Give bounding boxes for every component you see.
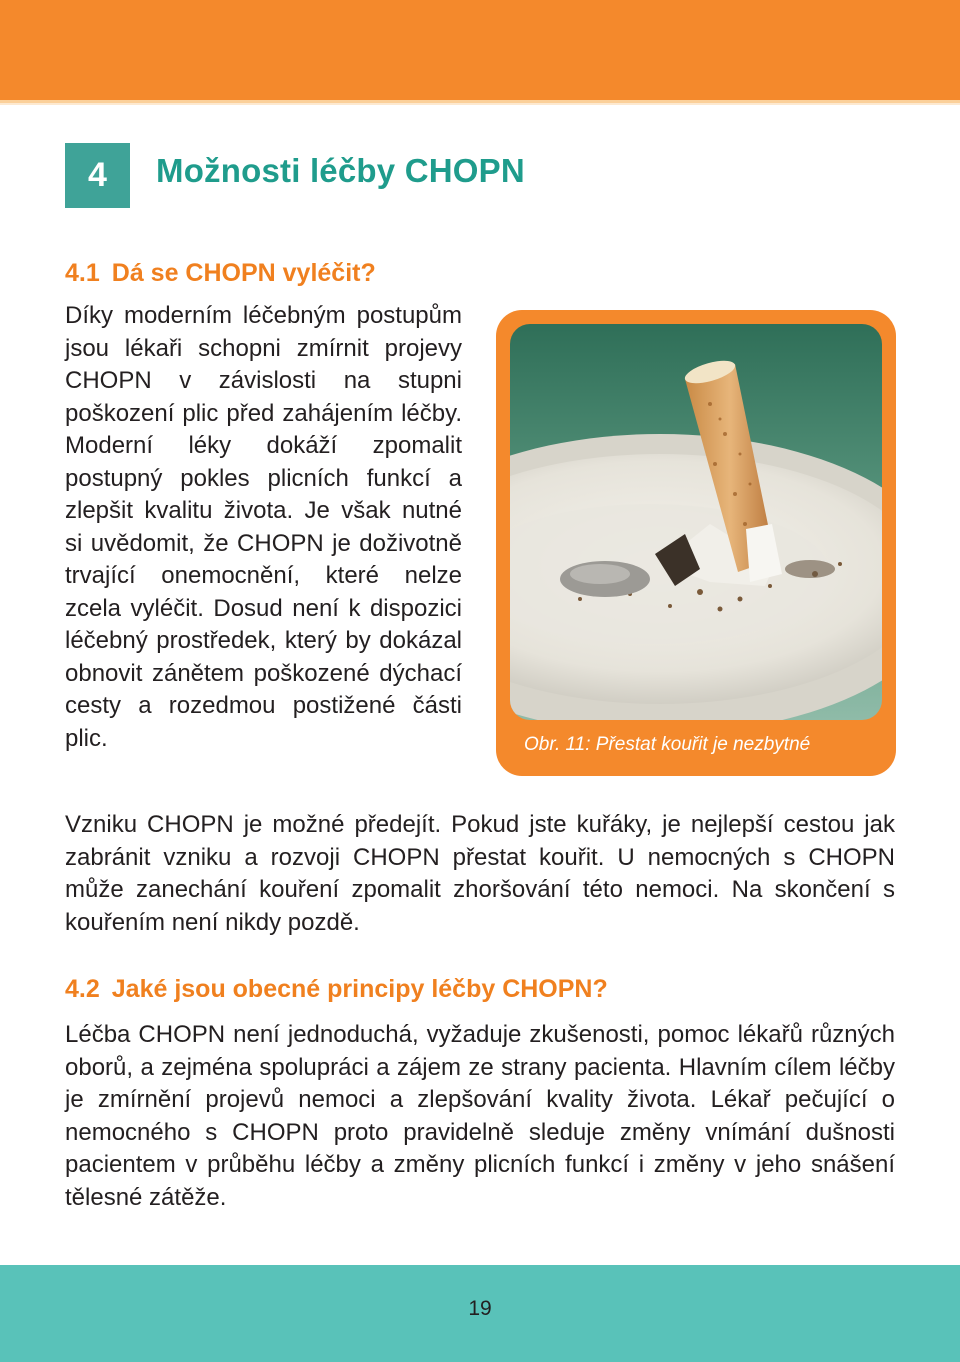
section-heading-4-2 bbox=[65, 975, 608, 1004]
figure-quit-smoking bbox=[496, 310, 896, 776]
header-stripe-light bbox=[0, 103, 960, 105]
chapter-number-box bbox=[65, 143, 130, 208]
section-number: 4.1 bbox=[65, 259, 100, 287]
figure-caption: Obr. 11: Přestat kouřit je nezbytné bbox=[524, 734, 811, 755]
section-title: Dá se CHOPN vyléčit? bbox=[111, 259, 376, 287]
paragraph-prevention: Vzniku CHOPN je možné předejít. Pokud jste kuřáky, je nejlepší cestou jak zabránit vzniku a rozvoji CHOPN přestat kouřit. U nemocných s CHOPN může zanechání kouření zpomalit zhoršování této nemoci. Na skončení s kouřením není nikdy pozdě. bbox=[65, 811, 895, 936]
paragraph-treatment-principles: Léčba CHOPN není jednoduchá, vyžaduje zkušenosti, pomoc lékařů různých oborů, a zejména spolupráci a zájem ze strany pacienta. Hlavním cílem léčby je zmírnění projevů nemoci a zlepšování kvality života. Lékař pečující o nemocného s CHOPN proto pravidelně sleduje změny vnímání dušnosti pacientem v průběhu léčby a změny plicních funkcí i změny v jeho snášení tělesné zátěže. bbox=[65, 1021, 895, 1211]
page-number: 19 bbox=[468, 1297, 492, 1320]
chapter-title: Možnosti léčby CHOPN bbox=[156, 152, 525, 189]
section-title: Jaké jsou obecné principy léčby CHOPN? bbox=[111, 975, 608, 1003]
chapter-number: 4 bbox=[88, 156, 107, 194]
paragraph-curability: Díky moderním léčebným postupům jsou lékaři schopni zmírnit projevy CHOPN v závislosti na stupni poškození plic před zahájením léčby. Moderní léky dokáží zpomalit postupný pokles plicních funkcí a zlepšit kvalitu života. Je však nutné si uvědomit, že CHOPN je doživotně trvající onemocnění, které nelze zcela vyléčit. Dosud není k dispozici léčebný prostředek, který by dokázal obnovit zánětem poškozené dýchací cesty a rozedmou postižené části plic. bbox=[65, 302, 462, 752]
section-number: 4.2 bbox=[65, 975, 100, 1003]
cigarette-ashtray-photo bbox=[510, 324, 882, 720]
section-heading-4-1 bbox=[65, 259, 376, 288]
header-band bbox=[0, 0, 960, 100]
